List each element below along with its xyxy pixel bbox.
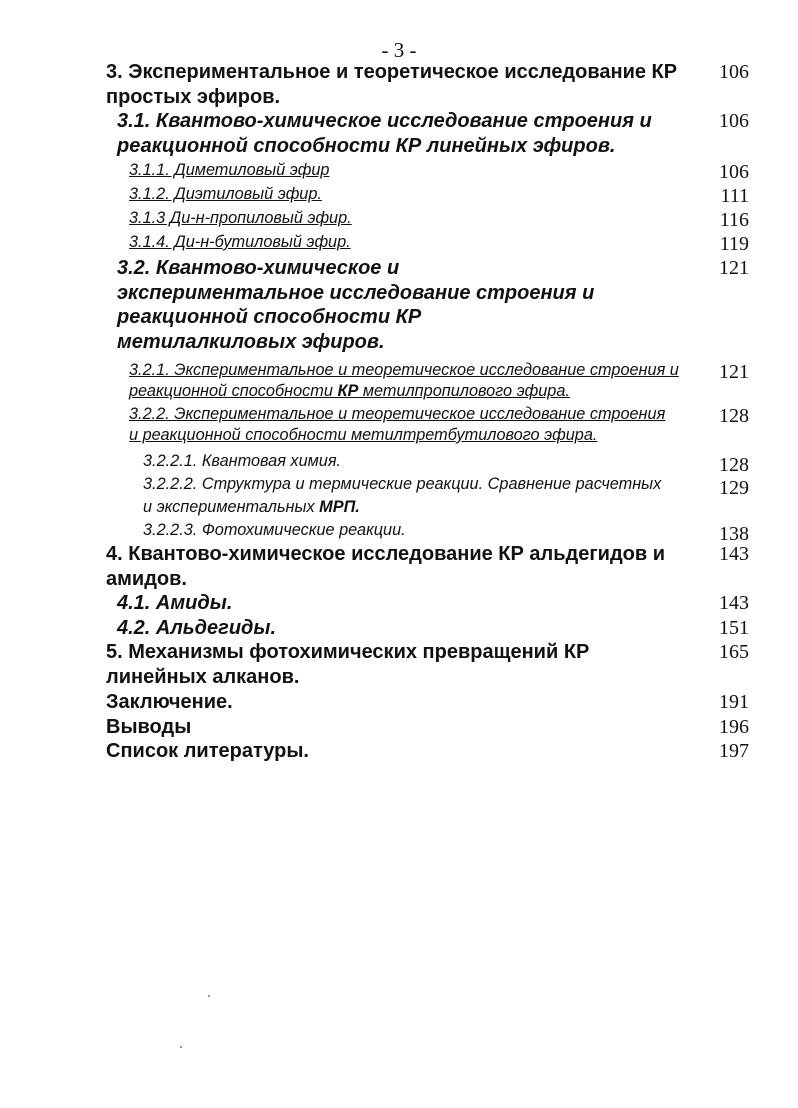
toc-entry-3-1[interactable] — [0, 109, 798, 158]
toc-entry-title: 3.2. Квантово-химическое и экспериментальное исследование строения и реакционной способности КР метилалкиловых эфиров. — [117, 257, 595, 353]
toc-entry-page: 119 — [719, 233, 749, 255]
page-number: - 3 - — [381, 38, 417, 62]
toc-entry-title: 3.2.2.3. Фотохимические реакции. — [143, 521, 406, 539]
toc-entry-title: 5. Механизмы фотохимических превращений КР линейных алканов. — [106, 641, 590, 688]
toc-entry-title: Выводы — [106, 715, 192, 738]
toc-entry-4[interactable] — [0, 542, 798, 591]
toc-entry-4-2[interactable] — [0, 616, 798, 641]
toc-entry-title: Заключение. — [106, 691, 233, 713]
toc-entry-title: 4.2. Альдегиды. — [117, 616, 277, 639]
table-of-contents — [0, 60, 798, 764]
toc-entry-3-2[interactable] — [0, 256, 798, 354]
toc-entry-title: 3.1. Квантово-химическое исследование строения и реакционной способности КР линейных эфиров. — [117, 110, 652, 157]
scan-speck-dot — [208, 995, 210, 997]
toc-entry-3-1-3[interactable] — [0, 206, 798, 230]
toc-entry-findings[interactable] — [0, 715, 798, 740]
toc-entry-page: 191 — [719, 691, 749, 713]
toc-entry-page: 138 — [719, 523, 749, 545]
toc-entry-4-1[interactable] — [0, 591, 798, 616]
toc-entry-title: 4.1. Амиды. — [117, 592, 233, 614]
toc-entry-page: 143 — [719, 543, 749, 565]
toc-entry-3-1-2[interactable] — [0, 182, 798, 206]
toc-entry-page: 165 — [719, 641, 749, 663]
toc-entry-page: 121 — [719, 257, 749, 279]
toc-entry-title: 3. Экспериментальное и теоретическое исследование КР простых эфиров. — [106, 61, 678, 108]
toc-entry-3-2-1[interactable] — [0, 360, 798, 402]
toc-entry-title: 3.1.4. Ди-н-бутиловый эфир. — [129, 233, 351, 251]
toc-entry-title: 3.1.1. Диметиловый эфир — [129, 161, 330, 179]
toc-entry-references[interactable] — [0, 739, 798, 764]
toc-entry-title: 3.1.2. Диэтиловый эфир. — [129, 185, 322, 203]
toc-entry-page: 111 — [720, 185, 749, 207]
toc-entry-page: 106 — [719, 61, 749, 83]
toc-entry-3-2-2-1[interactable] — [0, 450, 798, 476]
toc-entry-page: 121 — [719, 361, 749, 383]
toc-entry-page: 196 — [719, 715, 749, 738]
toc-entry-page: 143 — [719, 592, 749, 614]
toc-entry-page: 197 — [719, 740, 749, 762]
toc-entry-page: 106 — [719, 110, 749, 132]
toc-entry-page: 128 — [719, 405, 749, 427]
toc-entry-3-1-1[interactable] — [0, 158, 798, 182]
toc-entry-3-1-4[interactable] — [0, 230, 798, 254]
toc-entry-title: 3.2.2.2. Структура и термические реакции. Сравнение расчетных и экспериментальных МРП. — [143, 475, 662, 516]
toc-entry-3-2-2-2[interactable] — [0, 473, 798, 519]
toc-entry-page: 129 — [719, 477, 749, 499]
toc-entry-title: 3.2.1. Экспериментальное и теоретическое исследование строения и реакционной способности КР метилпропилового эфира. — [129, 361, 679, 400]
toc-entry-3-2-2[interactable] — [0, 404, 798, 446]
toc-entry-title: 3.1.3 Ди-н-пропиловый эфир. — [129, 209, 352, 227]
toc-entry-page: 151 — [719, 616, 749, 639]
toc-entry-page: 128 — [719, 454, 749, 476]
scan-speck-dot — [180, 1046, 182, 1048]
toc-entry-title: 4. Квантово-химическое исследование КР альдегидов и амидов. — [106, 543, 666, 590]
toc-entry-title: 3.2.2. Экспериментальное и теоретическое исследование строения и реакционной способности метилтретбутилового эфира. — [129, 405, 666, 444]
toc-entry-conclusion[interactable] — [0, 690, 798, 715]
toc-entry-5[interactable] — [0, 640, 798, 689]
toc-entry-page: 106 — [719, 161, 749, 183]
toc-entry-3[interactable] — [0, 60, 798, 109]
toc-entry-3-2-2-3[interactable] — [0, 519, 798, 545]
toc-entry-title: 3.2.2.1. Квантовая химия. — [143, 452, 342, 470]
toc-entry-page: 116 — [719, 209, 749, 231]
toc-entry-title: Список литературы. — [106, 740, 309, 762]
